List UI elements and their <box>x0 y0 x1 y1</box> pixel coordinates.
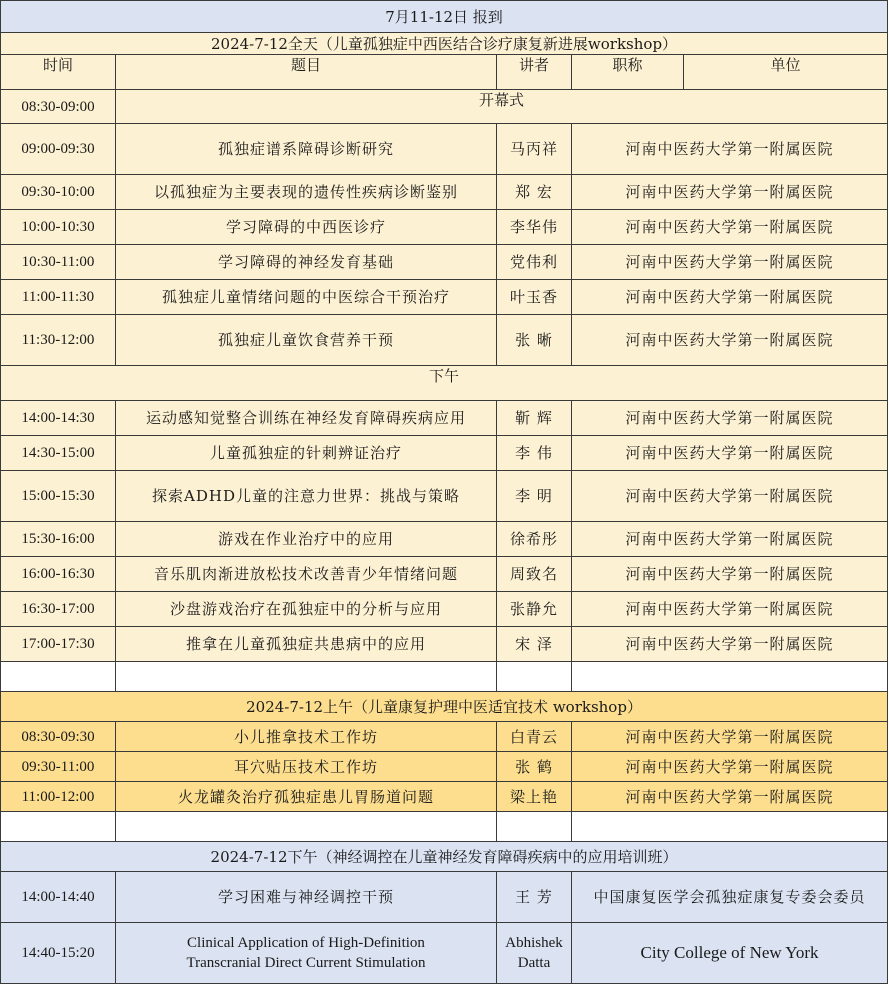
session-time: 11:00-12:00 <box>1 782 116 812</box>
session-unit: 河南中医药大学第一附属医院 <box>572 557 888 592</box>
section3-title: 2024-7-12下午（神经调控在儿童神经发育障碍疾病中的应用培训班） <box>1 842 888 872</box>
registration-cell: 7月11-12日 报到 <box>1 1 888 33</box>
header-topic: 题目 <box>116 55 497 90</box>
section2-title-row <box>1 692 888 722</box>
session-speaker: 徐希彤 <box>497 522 572 557</box>
session-unit: 河南中医药大学第一附属医院 <box>572 782 888 812</box>
header-speaker: 讲者 <box>497 55 572 90</box>
session-speaker: 靳 辉 <box>497 401 572 436</box>
session-unit: 河南中医药大学第一附属医院 <box>572 471 888 522</box>
table-row <box>1 245 888 280</box>
spacer-cell <box>497 662 572 692</box>
session-speaker: 梁上艳 <box>497 782 572 812</box>
session-time: 09:00-09:30 <box>1 124 116 175</box>
header-position: 职称 <box>572 55 684 90</box>
spacer-cell <box>1 812 116 842</box>
session-unit: 河南中医药大学第一附属医院 <box>572 175 888 210</box>
session-unit: 河南中医药大学第一附属医院 <box>572 124 888 175</box>
table-row <box>1 872 888 923</box>
section1-title: 2024-7-12全天（儿童孤独症中西医结合诊疗康复新进展workshop） <box>1 33 888 55</box>
session-time: 14:40-15:20 <box>1 923 116 984</box>
afternoon-label: 下午 <box>1 366 888 401</box>
spacer-row <box>1 812 888 842</box>
session-time: 11:30-12:00 <box>1 315 116 366</box>
session-speaker: 马丙祥 <box>497 124 572 175</box>
session-topic: 孤独症儿童情绪问题的中医综合干预治疗 <box>116 280 497 315</box>
session-speaker: 郑 宏 <box>497 175 572 210</box>
section3-title-row <box>1 842 888 872</box>
session-unit: 河南中医药大学第一附属医院 <box>572 627 888 662</box>
session-time: 11:00-11:30 <box>1 280 116 315</box>
session-unit: 河南中医药大学第一附属医院 <box>572 401 888 436</box>
session-unit: 河南中医药大学第一附属医院 <box>572 280 888 315</box>
table-row <box>1 752 888 782</box>
session-speaker: 李 伟 <box>497 436 572 471</box>
opening-time: 08:30-09:00 <box>1 90 116 124</box>
session-speaker: 白青云 <box>497 722 572 752</box>
header-time: 时间 <box>1 55 116 90</box>
session-topic: 学习困难与神经调控干预 <box>116 872 497 923</box>
table-row <box>1 175 888 210</box>
session-unit: 河南中医药大学第一附属医院 <box>572 245 888 280</box>
session-topic: 运动感知觉整合训练在神经发育障碍疾病应用 <box>116 401 497 436</box>
session-topic: 推拿在儿童孤独症共患病中的应用 <box>116 627 497 662</box>
table-row <box>1 557 888 592</box>
session-speaker: 李 明 <box>497 471 572 522</box>
session-topic: 小儿推拿技术工作坊 <box>116 722 497 752</box>
session-time: 14:00-14:40 <box>1 872 116 923</box>
spacer-cell <box>116 662 497 692</box>
session-topic: 学习障碍的中西医诊疗 <box>116 210 497 245</box>
session-topic: 音乐肌肉渐进放松技术改善青少年情绪问题 <box>116 557 497 592</box>
session-topic: 儿童孤独症的针刺辨证治疗 <box>116 436 497 471</box>
session-topic: 探索ADHD儿童的注意力世界：挑战与策略 <box>116 471 497 522</box>
session-topic: 孤独症儿童饮食营养干预 <box>116 315 497 366</box>
session-topic: 耳穴贴压技术工作坊 <box>116 752 497 782</box>
header-unit: 单位 <box>684 55 888 90</box>
table-row <box>1 124 888 175</box>
opening-row <box>1 90 888 124</box>
table-row <box>1 315 888 366</box>
session-speaker: 张静允 <box>497 592 572 627</box>
session-time: 17:00-17:30 <box>1 627 116 662</box>
session-speaker: 张 鹤 <box>497 752 572 782</box>
header-row <box>1 55 888 90</box>
spacer-cell <box>116 812 497 842</box>
session-speaker: Abhishek Datta <box>497 923 572 984</box>
session-unit: 河南中医药大学第一附属医院 <box>572 436 888 471</box>
section1-title-row <box>1 33 888 55</box>
table-row <box>1 627 888 662</box>
session-unit: 中国康复医学会孤独症康复专委会委员 <box>572 872 888 923</box>
table-row <box>1 401 888 436</box>
spacer-cell <box>497 812 572 842</box>
session-time: 09:30-11:00 <box>1 752 116 782</box>
session-time: 10:00-10:30 <box>1 210 116 245</box>
spacer-cell <box>572 662 888 692</box>
table-row <box>1 923 888 984</box>
session-topic: 孤独症谱系障碍诊断研究 <box>116 124 497 175</box>
spacer-cell <box>572 812 888 842</box>
session-topic: 以孤独症为主要表现的遗传性疾病诊断鉴别 <box>116 175 497 210</box>
session-speaker: 王 芳 <box>497 872 572 923</box>
afternoon-label-row <box>1 366 888 401</box>
spacer-cell <box>1 662 116 692</box>
table-row <box>1 722 888 752</box>
session-speaker: 张 晰 <box>497 315 572 366</box>
table-row <box>1 280 888 315</box>
session-time: 15:00-15:30 <box>1 471 116 522</box>
session-time: 16:30-17:00 <box>1 592 116 627</box>
opening-label: 开幕式 <box>116 90 888 124</box>
section2-title: 2024-7-12上午（儿童康复护理中医适宜技术 workshop） <box>1 692 888 722</box>
session-unit: 河南中医药大学第一附属医院 <box>572 210 888 245</box>
session-unit: 河南中医药大学第一附属医院 <box>572 752 888 782</box>
session-topic: 沙盘游戏治疗在孤独症中的分析与应用 <box>116 592 497 627</box>
session-speaker: 李华伟 <box>497 210 572 245</box>
session-time: 09:30-10:00 <box>1 175 116 210</box>
session-topic: 游戏在作业治疗中的应用 <box>116 522 497 557</box>
session-speaker: 党伟利 <box>497 245 572 280</box>
session-topic: Clinical Application of High-Definition Transcranial Direct Current Stimulation <box>116 923 497 984</box>
session-unit: City College of New York <box>572 923 888 984</box>
session-unit: 河南中医药大学第一附属医院 <box>572 315 888 366</box>
session-topic: 火龙罐灸治疗孤独症患儿胃肠道问题 <box>116 782 497 812</box>
session-topic: 学习障碍的神经发育基础 <box>116 245 497 280</box>
spacer-row <box>1 662 888 692</box>
table-row <box>1 782 888 812</box>
table-row <box>1 592 888 627</box>
session-speaker: 宋 泽 <box>497 627 572 662</box>
session-time: 14:30-15:00 <box>1 436 116 471</box>
session-unit: 河南中医药大学第一附属医院 <box>572 592 888 627</box>
registration-row <box>1 1 888 33</box>
session-unit: 河南中医药大学第一附属医院 <box>572 522 888 557</box>
session-time: 08:30-09:30 <box>1 722 116 752</box>
table-row <box>1 471 888 522</box>
session-speaker: 周致名 <box>497 557 572 592</box>
session-time: 10:30-11:00 <box>1 245 116 280</box>
table-row <box>1 436 888 471</box>
session-time: 16:00-16:30 <box>1 557 116 592</box>
session-time: 14:00-14:30 <box>1 401 116 436</box>
session-time: 15:30-16:00 <box>1 522 116 557</box>
session-speaker: 叶玉香 <box>497 280 572 315</box>
session-unit: 河南中医药大学第一附属医院 <box>572 722 888 752</box>
table-row <box>1 522 888 557</box>
table-row <box>1 210 888 245</box>
